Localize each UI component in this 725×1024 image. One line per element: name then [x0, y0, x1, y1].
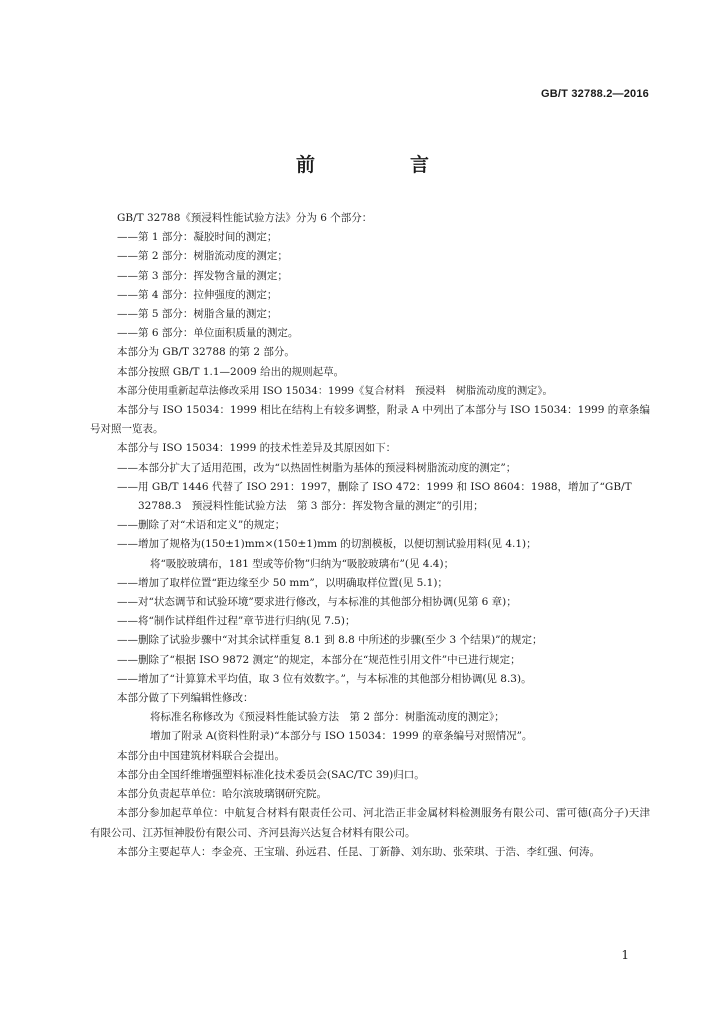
- list-item: ——增加了“计算算术平均值，取 3 位有效数字。”，与本标准的其他部分相协调(见 8.3)。: [117, 672, 532, 685]
- list-item: ——将“制作试样组件过程”章节进行归纳(见 7.5)；: [117, 615, 356, 628]
- list-item: ——第 1 部分：凝胶时间的测定；: [117, 231, 278, 244]
- paragraph: 本部分做了下列编辑性修改：: [117, 692, 254, 705]
- document-body: [90, 209, 650, 862]
- list-item: 增加了附录 A(资料性附录)“本部分与 ISO 15034：1999 的章条编号对照情况”。: [150, 730, 533, 743]
- list-item: ——第 3 部分：挥发物含量的测定；: [117, 269, 288, 282]
- page-number: 1: [621, 948, 629, 962]
- list-item: ——对“状态调节和试验环境”要求进行修改，与本标准的其他部分相协调(见第 6 章)；: [117, 596, 517, 609]
- paragraph: 本部分与 ISO 15034：1999 相比在结构上有较多调整，附录 A 中列出了本部分与 ISO 15034：1999 的章条编号对照一览表。: [90, 404, 650, 436]
- list-item: ——第 6 部分：单位面积质量的测定。: [117, 327, 299, 340]
- list-item: ——增加了取样位置“距边缘至少 50 mm”，以明确取样位置(见 5.1)；: [117, 576, 448, 589]
- list-item: ——第 5 部分：树脂含量的测定；: [117, 308, 278, 321]
- paragraph: 本部分使用重新起草法修改采用 ISO 15034：1999《复合材料 预浸料 树脂流动度的测定》。: [117, 385, 553, 397]
- paragraph: 本部分主要起草人：李金亮、王宝瑞、孙远君、任昆、丁新静、刘东助、张荣琪、于浩、李红强、何涛。: [117, 845, 600, 858]
- page-title: 前 言: [295, 154, 467, 176]
- list-item: 将“吸胶玻璃布，181 型或等价物”归纳为“吸胶玻璃布”(见 4.4)；: [150, 557, 455, 570]
- list-item: ——用 GB/T 1446 代替了 ISO 291：1997，删除了 ISO 472：1999 和 ISO 8604：1988，增加了“GB/T 32788.3 预浸料性能试验方法 第 3 部分：挥发物含量的测定”的引用；: [117, 480, 632, 513]
- list-item: ——删除了试验步骤中“对其余试样重复 8.1 到 8.8 中所述的步骤(至少 3 个结果)”的规定；: [117, 634, 543, 647]
- paragraph: GB/T 32788《预浸料性能试验方法》分为 6 个部分：: [117, 212, 373, 224]
- paragraph: 本部分与 ISO 15034：1999 的技术性差异及其原因如下：: [117, 442, 397, 455]
- paragraph: 本部分按照 GB/T 1.1—2009 给出的规则起草。: [117, 365, 345, 378]
- paragraph: 本部分为 GB/T 32788 的第 2 部分。: [117, 346, 295, 359]
- list-item: ——增加了规格为(150±1)mm×(150±1)mm 的切割模板，以便切割试验用料(见 4.1)；: [117, 538, 537, 551]
- paragraph: 本部分由中国建筑材料联合会提出。: [117, 749, 285, 762]
- document-code: GB/T 32788.2—2016: [541, 88, 649, 100]
- paragraph: 本部分参加起草单位：中航复合材料有限责任公司、河北浩正非金属材料检测服务有限公司、雷可德(高分子)天津有限公司、江苏恒神股份有限公司、齐河县海兴达复合材料有限公司。: [90, 807, 650, 839]
- paragraph: 本部分负责起草单位：哈尔滨玻璃钢研究院。: [117, 788, 327, 801]
- list-item: ——第 2 部分：树脂流动度的测定；: [117, 250, 288, 263]
- paragraph: 本部分由全国纤维增强塑料标准化技术委员会(SAC/TC 39)归口。: [117, 768, 425, 781]
- list-item: ——删除了对“术语和定义”的规定；: [117, 519, 286, 532]
- list-item: ——本部分扩大了适用范围，改为“以热固性树脂为基体的预浸料树脂流动度的测定”；: [117, 461, 517, 474]
- list-item: ——删除了“根据 ISO 9872 测定”的规定，本部分在“规范性引用文件”中已进行规定；: [117, 653, 521, 666]
- list-item: 将标准名称修改为《预浸料性能试验方法 第 2 部分：树脂流动度的测定》；: [150, 711, 505, 724]
- list-item: ——第 4 部分：拉伸强度的测定；: [117, 288, 278, 301]
